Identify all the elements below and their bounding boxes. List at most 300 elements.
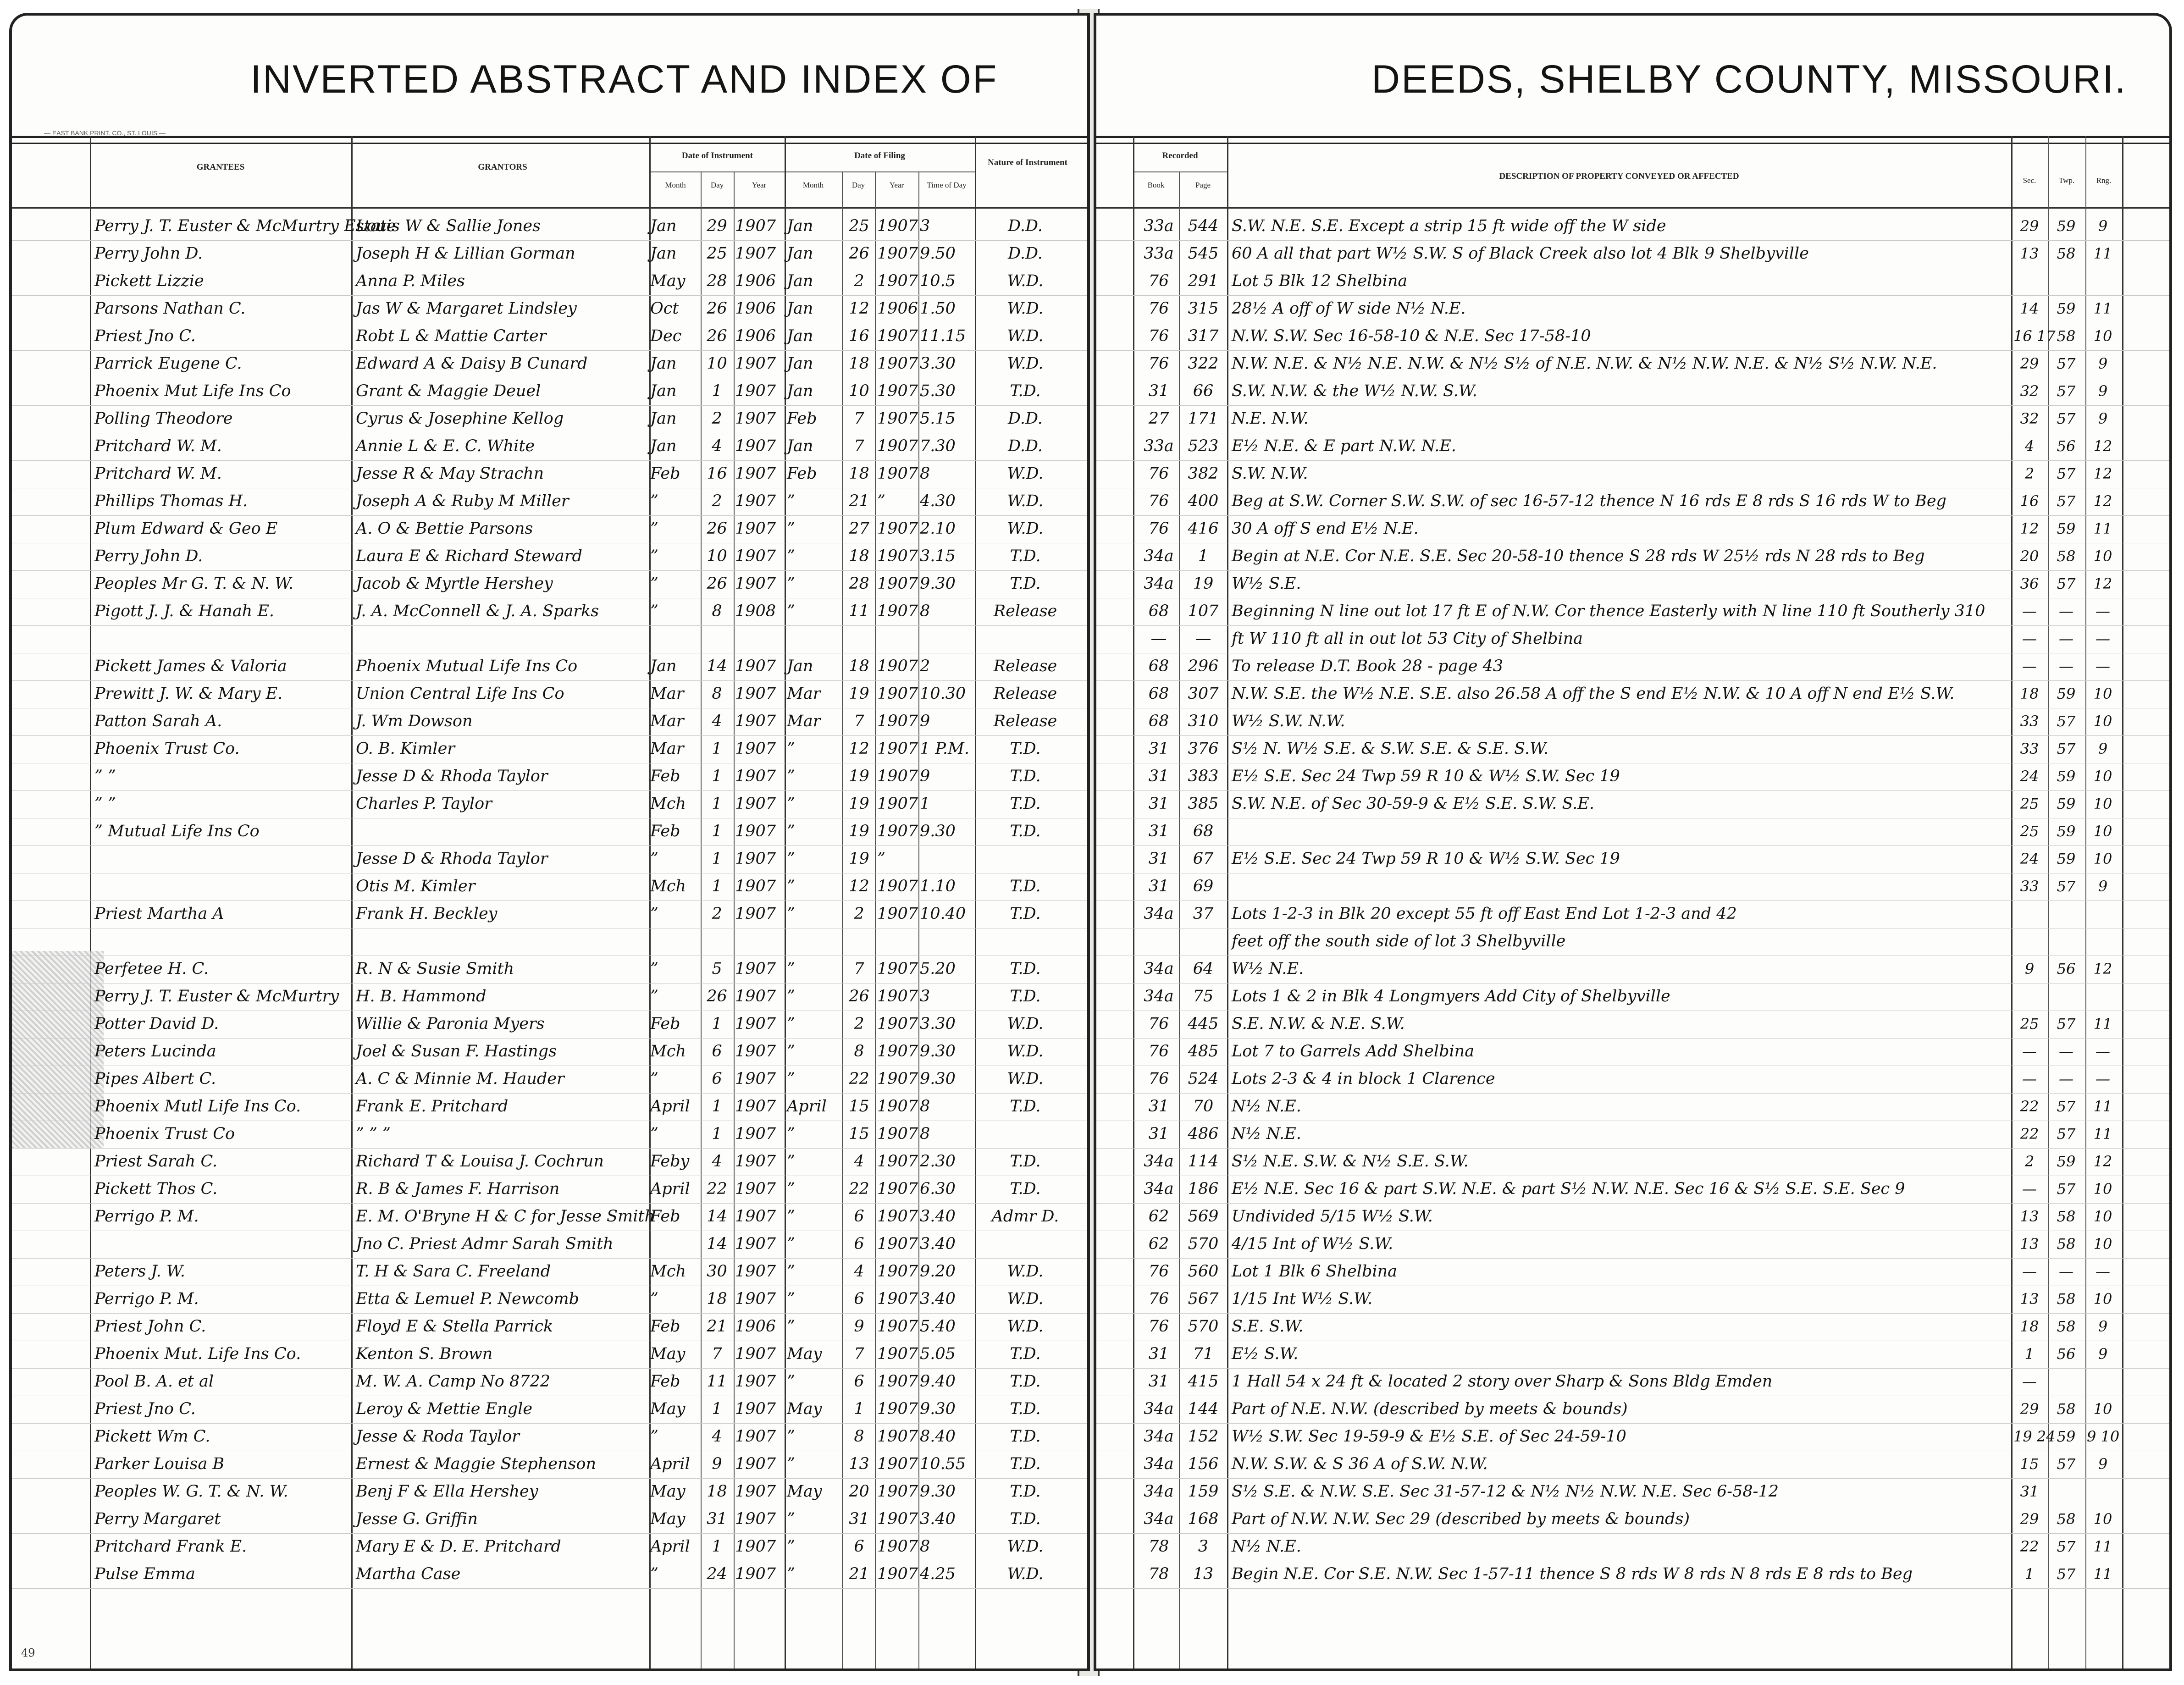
- grantee-cell: Prewitt J. W. & Mary E.: [94, 685, 283, 703]
- column-header-bottom: [12, 207, 1087, 209]
- grantee-cell: Perfetee H. C.: [94, 960, 209, 978]
- grantee-cell: ” ”: [94, 795, 116, 813]
- description-cell: Lot 7 to Garrels Add Shelbina: [1232, 1042, 1475, 1061]
- filing-month-cell: ”: [787, 1565, 795, 1583]
- instrument-day-cell: 1: [712, 767, 722, 785]
- nature-cell: W.D.: [1007, 1565, 1044, 1583]
- section-cell: 13: [2020, 1235, 2039, 1253]
- filing-day-cell: 2: [854, 1015, 864, 1033]
- instrument-month-cell: Jan: [650, 382, 677, 400]
- description-cell: Beg at S.W. Corner S.W. S.W. of sec 16-57-12 thence N 16 rds E 8 rds S 16 rds W to Beg: [1232, 492, 1946, 510]
- grantor-cell: Jesse & Roda Taylor: [356, 1427, 520, 1446]
- filing-day-cell: 10: [849, 382, 869, 400]
- township-cell: 57: [2057, 492, 2076, 510]
- grantee-cell: Patton Sarah A.: [94, 712, 222, 730]
- section-cell: 31: [2020, 1483, 2039, 1500]
- grantee-cell: Pickett Lizzie: [94, 272, 204, 290]
- page-cell: 376: [1188, 740, 1219, 758]
- township-cell: 57: [2057, 713, 2076, 730]
- filing-year-cell: 1907: [877, 1537, 918, 1556]
- description-cell: N½ N.E.: [1232, 1125, 1301, 1143]
- description-cell: S.W. N.E. S.E. Except a strip 15 ft wide off the W side: [1232, 217, 1666, 235]
- nature-cell: T.D.: [1010, 767, 1041, 785]
- filing-time-cell: 11.15: [920, 327, 966, 345]
- grantor-cell: Annie L & E. C. White: [356, 437, 535, 455]
- page-footnote: 49: [21, 1646, 35, 1659]
- grantor-cell: Otis M. Kimler: [356, 877, 476, 895]
- grantee-cell: Peoples W. G. T. & N. W.: [94, 1482, 288, 1501]
- instrument-year-cell: 1907: [735, 767, 776, 785]
- filing-day-cell: 8: [854, 1427, 864, 1446]
- section-cell: 16: [2020, 492, 2039, 510]
- instrument-day-cell: 28: [707, 272, 727, 290]
- filing-month-cell: Jan: [787, 272, 813, 290]
- description-cell: Undivided 5/15 W½ S.W.: [1232, 1207, 1433, 1226]
- page-cell: 13: [1193, 1565, 1214, 1583]
- instrument-month-cell: May: [650, 1345, 686, 1363]
- ledger-row: [12, 1066, 1087, 1094]
- filing-time-cell: 5.15: [920, 409, 956, 428]
- filing-year-cell: 1907: [877, 354, 918, 373]
- filing-day-cell: 1: [854, 1400, 864, 1418]
- description-cell: W½ S.W. Sec 19-59-9 & E½ S.E. of Sec 24-59-10: [1232, 1427, 1626, 1446]
- nature-cell: W.D.: [1007, 272, 1044, 290]
- page-cell: 385: [1188, 795, 1219, 813]
- township-cell: 57: [2057, 1565, 2076, 1583]
- ledger-row: [12, 708, 1087, 736]
- grantor-cell: J. A. McConnell & J. A. Sparks: [356, 602, 599, 620]
- instrument-year-cell: 1908: [735, 602, 776, 620]
- township-cell: —: [2059, 602, 2073, 620]
- filing-time-cell: 9.40: [920, 1372, 956, 1391]
- township-cell: 59: [2057, 217, 2076, 235]
- filing-time-cell: 5.30: [920, 382, 956, 400]
- grantee-cell: Pritchard W. M.: [94, 437, 222, 455]
- ledger-row: [12, 1148, 1087, 1176]
- range-cell: 9: [2098, 1318, 2108, 1335]
- instrument-year-cell: 1907: [735, 1152, 776, 1171]
- range-cell: 9: [2098, 382, 2108, 400]
- range-cell: 11: [2093, 520, 2112, 537]
- township-cell: 58: [2057, 1235, 2076, 1253]
- instrument-year-cell: 1907: [735, 1565, 776, 1583]
- township-cell: 58: [2057, 1318, 2076, 1335]
- instrument-year-cell: 1907: [735, 575, 776, 593]
- filing-day-cell: 7: [854, 409, 864, 428]
- description-cell: N.W. S.W. Sec 16-58-10 & N.E. Sec 17-58-10: [1232, 327, 1591, 345]
- ledger-row: [1096, 1478, 2169, 1506]
- filing-time-cell: 9.30: [920, 1070, 956, 1088]
- township-cell: 59: [2057, 823, 2076, 840]
- section-cell: 18: [2020, 1318, 2039, 1335]
- book-cell: 31: [1148, 822, 1169, 840]
- page-cell: 159: [1188, 1482, 1219, 1501]
- township-cell: —: [2059, 1043, 2073, 1060]
- ledger-row: [12, 323, 1087, 351]
- book-cell: 76: [1148, 492, 1169, 510]
- instrument-day-header: Day: [710, 181, 724, 189]
- nature-cell: T.D.: [1010, 795, 1041, 813]
- instrument-year-cell: 1907: [735, 1180, 776, 1198]
- instrument-year-cell: 1907: [735, 1015, 776, 1033]
- ledger-row: [12, 818, 1087, 846]
- section-cell: 24: [2020, 768, 2039, 785]
- filing-month-cell: Feb: [787, 464, 817, 483]
- township-cell: —: [2059, 657, 2073, 675]
- filing-year-cell: 1907: [877, 712, 918, 730]
- grantee-cell: ” ”: [94, 767, 116, 785]
- section-cell: 33: [2020, 713, 2039, 730]
- filing-month-cell: ”: [787, 547, 795, 565]
- filing-time-cell: 7.30: [920, 437, 956, 455]
- instrument-month-cell: Jan: [650, 437, 677, 455]
- grantee-cell: Priest Martha A: [94, 905, 224, 923]
- sec-header: Sec.: [2023, 176, 2036, 185]
- instrument-year-cell: 1906: [735, 299, 776, 318]
- book-cell: 76: [1148, 354, 1169, 373]
- book-cell: 31: [1148, 795, 1169, 813]
- instrument-year-cell: 1907: [735, 1042, 776, 1061]
- range-cell: 11: [2093, 300, 2112, 317]
- grantor-cell: Laura E & Richard Steward: [356, 547, 582, 565]
- grantor-cell: Leroy & Mettie Engle: [356, 1400, 533, 1418]
- range-cell: 10: [2093, 1180, 2112, 1198]
- filing-time-cell: 2: [920, 657, 930, 675]
- instrument-day-cell: 1: [712, 1125, 722, 1143]
- description-cell: S½ N. W½ S.E. & S.W. S.E. & S.E. S.W.: [1232, 740, 1549, 758]
- filing-time-cell: 3.15: [920, 547, 956, 565]
- grantor-cell: O. B. Kimler: [356, 740, 455, 758]
- filing-time-cell: 9.30: [920, 1482, 956, 1501]
- instrument-year-cell: 1907: [735, 987, 776, 1005]
- filing-time-cell: 4.25: [920, 1565, 956, 1583]
- description-cell: S.W. N.E. of Sec 30-59-9 & E½ S.E. S.W. S.E.: [1232, 795, 1594, 813]
- book-cell: 68: [1148, 685, 1169, 703]
- ledger-row: [12, 1396, 1087, 1424]
- filing-day-cell: 7: [854, 960, 864, 978]
- ledger-row: [1096, 928, 2169, 956]
- section-cell: 4: [2024, 437, 2035, 455]
- filing-time-cell: 3: [920, 217, 930, 235]
- range-cell: —: [2096, 1043, 2110, 1060]
- book-cell: 68: [1148, 602, 1169, 620]
- filing-day-cell: 6: [854, 1537, 864, 1556]
- nature-cell: T.D.: [1010, 740, 1041, 758]
- grantor-cell: Willie & Paronia Myers: [356, 1015, 545, 1033]
- description-cell: S½ N.E. S.W. & N½ S.E. S.W.: [1232, 1152, 1469, 1171]
- instrument-day-cell: 10: [707, 547, 727, 565]
- filing-month-cell: ”: [787, 1235, 795, 1253]
- filing-day-cell: 19: [849, 795, 869, 813]
- township-cell: 56: [2057, 437, 2076, 455]
- filing-year-cell: 1907: [877, 987, 918, 1005]
- ledger-row: [1096, 1368, 2169, 1396]
- ledger-row: [1096, 790, 2169, 818]
- filing-year-cell: 1907: [877, 960, 918, 978]
- instrument-month-cell: May: [650, 1510, 686, 1528]
- nature-cell: W.D.: [1007, 1537, 1044, 1556]
- filing-month-cell: ”: [787, 850, 795, 868]
- ledger-row: [1096, 598, 2169, 626]
- range-cell: 10: [2093, 1208, 2112, 1225]
- grantee-cell: Polling Theodore: [94, 409, 233, 428]
- nature-cell: T.D.: [1010, 822, 1041, 840]
- filing-day-cell: 21: [849, 1565, 869, 1583]
- ledger-row: [12, 378, 1087, 406]
- description-cell: 28½ A off of W side N½ N.E.: [1232, 299, 1466, 318]
- grantor-cell: A. O & Bettie Parsons: [356, 519, 533, 538]
- nature-cell: W.D.: [1007, 1262, 1044, 1281]
- book-cell: 76: [1148, 1015, 1169, 1033]
- instrument-month-cell: April: [650, 1097, 690, 1116]
- filing-day-cell: 6: [854, 1207, 864, 1226]
- instrument-month-cell: May: [650, 1400, 686, 1418]
- filing-day-cell: 25: [849, 217, 869, 235]
- range-cell: 9: [2098, 410, 2108, 427]
- filing-day-cell: 18: [849, 354, 869, 373]
- ledger-row: [12, 295, 1087, 323]
- range-cell: 9: [2098, 1345, 2108, 1363]
- filing-month-cell: Jan: [787, 382, 813, 400]
- township-cell: 59: [2057, 1153, 2076, 1170]
- filing-year-cell: 1907: [877, 657, 918, 675]
- section-cell: —: [2022, 1373, 2037, 1390]
- filing-day-cell: 28: [849, 575, 869, 593]
- ledger-row: [12, 983, 1087, 1011]
- column-header-bottom: [1096, 207, 2169, 209]
- page-cell: 19: [1193, 575, 1214, 593]
- page-cell: 69: [1193, 877, 1214, 895]
- instrument-day-cell: 5: [712, 960, 722, 978]
- grantor-cell: ” ” ”: [356, 1125, 391, 1143]
- instrument-month-cell: Jan: [650, 657, 677, 675]
- township-cell: 56: [2057, 960, 2076, 978]
- section-cell: 13: [2020, 245, 2039, 262]
- ledger-row: [1096, 708, 2169, 736]
- ledger-row: [1096, 901, 2169, 928]
- instrument-day-cell: 14: [707, 1235, 727, 1253]
- nature-cell: Release: [993, 657, 1057, 675]
- ledger-row: [1096, 515, 2169, 543]
- grantor-cell: E. M. O'Bryne H & C for Jesse Smith: [356, 1207, 655, 1226]
- book-cell: 34a: [1144, 1152, 1174, 1171]
- section-cell: —: [2022, 630, 2037, 647]
- book-cell: 34a: [1144, 547, 1174, 565]
- ledger-row: [1096, 1423, 2169, 1451]
- grantor-cell: Jas W & Margaret Lindsley: [356, 299, 577, 318]
- section-cell: 13: [2020, 1290, 2039, 1308]
- filing-month-cell: ”: [787, 1510, 795, 1528]
- filing-month-cell: ”: [787, 1427, 795, 1446]
- page-cell: —: [1195, 630, 1211, 648]
- filing-year-cell: 1907: [877, 1207, 918, 1226]
- instrument-day-cell: 26: [707, 575, 727, 593]
- instrument-month-cell: Mch: [650, 877, 686, 895]
- filing-month-cell: ”: [787, 1290, 795, 1308]
- page-cell: 70: [1193, 1097, 1214, 1116]
- page-cell: 307: [1188, 685, 1219, 703]
- ledger-row: [12, 1286, 1087, 1314]
- instrument-day-cell: 1: [712, 1015, 722, 1033]
- ledger-row: [12, 1506, 1087, 1534]
- description-cell: S.W. N.W.: [1232, 464, 1308, 483]
- filing-month-cell: ”: [787, 1372, 795, 1391]
- instrument-month-cell: Oct: [650, 299, 679, 318]
- filing-time-cell: 3.30: [920, 354, 956, 373]
- filing-time-cell: 1.50: [920, 299, 956, 318]
- grantor-cell: Ernest & Maggie Stephenson: [356, 1455, 597, 1473]
- filing-month-cell: ”: [787, 1125, 795, 1143]
- book-cell: 62: [1148, 1207, 1169, 1226]
- description-cell: feet off the south side of lot 3 Shelbyville: [1232, 932, 1566, 950]
- book-cell: 27: [1148, 409, 1169, 428]
- instrument-day-cell: 11: [707, 1372, 727, 1391]
- filing-day-cell: 7: [854, 712, 864, 730]
- ledger-row: [1096, 1011, 2169, 1039]
- grantor-cell: Phoenix Mutual Life Ins Co: [356, 657, 578, 675]
- ledger-row: [12, 625, 1087, 653]
- nature-cell: T.D.: [1010, 877, 1041, 895]
- grantor-cell: A. C & Minnie M. Hauder: [356, 1070, 564, 1088]
- ledger-row: [12, 1038, 1087, 1066]
- nature-cell: W.D.: [1007, 1015, 1044, 1033]
- section-cell: 24: [2020, 850, 2039, 867]
- rng-header: Rng.: [2096, 176, 2112, 185]
- page-cell: 485: [1188, 1042, 1219, 1061]
- nature-cell: T.D.: [1010, 960, 1041, 978]
- instrument-month-cell: April: [650, 1537, 690, 1556]
- ledger-row: [1096, 405, 2169, 433]
- description-cell: E½ S.W.: [1232, 1345, 1299, 1363]
- filing-time-cell: 8: [920, 464, 930, 483]
- ledger-row: [12, 213, 1087, 241]
- description-cell: S.E. N.W. & N.E. S.W.: [1232, 1015, 1405, 1033]
- instrument-year-header: Year: [752, 181, 767, 189]
- grantee-cell: Perry John D.: [94, 244, 203, 263]
- filing-year-cell: 1907: [877, 464, 918, 483]
- township-cell: 57: [2057, 465, 2076, 482]
- grantor-cell: Martha Case: [356, 1565, 461, 1583]
- ledger-row: [1096, 845, 2169, 873]
- instrument-month-cell: ”: [650, 602, 658, 620]
- range-cell: 11: [2093, 1565, 2112, 1583]
- grantee-cell: Priest Sarah C.: [94, 1152, 218, 1171]
- range-cell: 11: [2093, 1538, 2112, 1555]
- section-cell: —: [2022, 602, 2037, 620]
- filing-year-cell: 1907: [877, 1125, 918, 1143]
- instrument-year-cell: 1907: [735, 1510, 776, 1528]
- ledger-row: [12, 570, 1087, 598]
- filing-day-cell: 26: [849, 987, 869, 1005]
- filing-time-cell: 1.10: [920, 877, 956, 895]
- grantee-cell: Pigott J. J. & Hanah E.: [94, 602, 275, 620]
- grantee-cell: Phoenix Mut Life Ins Co: [94, 382, 291, 400]
- instrument-month-cell: Mch: [650, 1262, 686, 1281]
- instrument-day-cell: 26: [707, 987, 727, 1005]
- grantor-cell: Union Central Life Ins Co: [356, 685, 564, 703]
- book-cell: 78: [1148, 1537, 1169, 1556]
- ledger-row: [12, 1011, 1087, 1039]
- filing-year-cell: 1907: [877, 1042, 918, 1061]
- filing-month-cell: Jan: [787, 437, 813, 455]
- grantee-cell: Potter David D.: [94, 1015, 219, 1033]
- township-cell: 57: [2057, 878, 2076, 895]
- description-cell: N.W. S.W. & S 36 A of S.W. N.W.: [1232, 1455, 1488, 1473]
- filing-time-cell: 9: [920, 712, 930, 730]
- ledger-row: [1096, 983, 2169, 1011]
- ledger-row: [1096, 763, 2169, 791]
- filing-time-cell: 3.40: [920, 1235, 956, 1253]
- filing-month-cell: ”: [787, 877, 795, 895]
- grantor-cell: H. B. Hammond: [356, 987, 487, 1005]
- range-cell: 10: [2093, 1400, 2112, 1418]
- instrument-day-cell: 29: [707, 217, 727, 235]
- ledger-row: [1096, 873, 2169, 901]
- filing-year-cell: 1907: [877, 740, 918, 758]
- grantee-cell: Plum Edward & Geo E: [94, 519, 278, 538]
- filing-month-cell: ”: [787, 1042, 795, 1061]
- filing-day-cell: 18: [849, 657, 869, 675]
- section-cell: 29: [2020, 355, 2039, 372]
- ledger-row: [12, 1231, 1087, 1259]
- ledger-row: [1096, 1203, 2169, 1231]
- grantee-cell: Pritchard W. M.: [94, 464, 222, 483]
- ledger-row: [1096, 1066, 2169, 1094]
- instrument-month-cell: Feb: [650, 1372, 680, 1391]
- grantor-cell: Grant & Maggie Deuel: [356, 382, 541, 400]
- instrument-month-cell: ”: [650, 519, 658, 538]
- filing-year-header: Year: [889, 181, 904, 189]
- grantor-cell: Louis W & Sallie Jones: [356, 217, 541, 235]
- filing-day-cell: 6: [854, 1235, 864, 1253]
- description-cell: W½ S.W. N.W.: [1232, 712, 1345, 730]
- township-cell: 59: [2057, 850, 2076, 867]
- filing-day-cell: 4: [854, 1262, 864, 1281]
- page-cell: 168: [1188, 1510, 1219, 1528]
- page-cell: 322: [1188, 354, 1219, 373]
- page-cell: 382: [1188, 464, 1219, 483]
- filing-time-cell: 5.20: [920, 960, 956, 978]
- book-cell: 78: [1148, 1565, 1169, 1583]
- ledger-row: [12, 1561, 1087, 1589]
- book-cell: 34a: [1144, 1400, 1174, 1418]
- page-header: Page: [1195, 181, 1211, 189]
- filing-day-cell: 13: [849, 1455, 869, 1473]
- ledger-row: [12, 515, 1087, 543]
- grantee-cell: Perry John D.: [94, 547, 203, 565]
- filing-time-cell: 2.30: [920, 1152, 956, 1171]
- section-cell: 29: [2020, 217, 2039, 235]
- filing-time-cell: 5.40: [920, 1317, 956, 1336]
- filing-year-cell: 1907: [877, 1290, 918, 1308]
- grantee-cell: Peoples Mr G. T. & N. W.: [94, 575, 294, 593]
- instrument-month-cell: ”: [650, 1427, 658, 1446]
- nature-cell: T.D.: [1010, 1482, 1041, 1501]
- header-rule: [12, 136, 1087, 144]
- filing-day-cell: 4: [854, 1152, 864, 1171]
- section-cell: —: [2022, 657, 2037, 675]
- page-cell: 67: [1193, 850, 1214, 868]
- ledger-row: [12, 1368, 1087, 1396]
- grantor-cell: Richard T & Louisa J. Cochrun: [356, 1152, 604, 1171]
- description-cell: Begin N.E. Cor S.E. N.W. Sec 1-57-11 thence S 8 rds W 8 rds N 8 rds E 8 rds to Beg: [1232, 1565, 1913, 1583]
- twp-header: Twp.: [2058, 176, 2075, 185]
- instrument-month-cell: Feb: [650, 1207, 680, 1226]
- instrument-year-cell: 1907: [735, 464, 776, 483]
- book-header: Book: [1147, 181, 1165, 189]
- instrument-day-cell: 8: [712, 685, 722, 703]
- section-cell: 16 17: [2013, 327, 2056, 345]
